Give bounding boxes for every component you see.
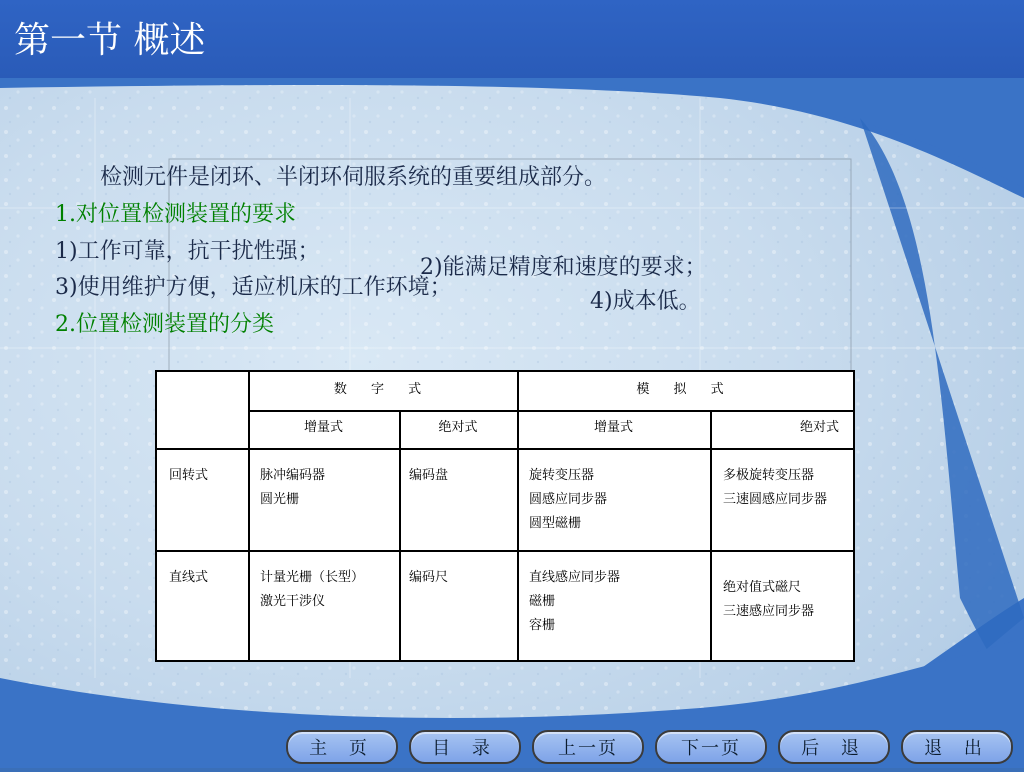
next-page-button[interactable]: 下一页 (655, 730, 767, 764)
cell-linear-ana-inc-3: 容栅 (529, 618, 556, 633)
header-digital: 数 字 式 (333, 382, 432, 397)
subheader-digital-incremental: 增量式 (303, 420, 343, 435)
cell-linear-ana-abs-1: 绝对值式磁尺 (723, 580, 802, 595)
slide-nav (286, 730, 1010, 762)
toc-button[interactable]: 目 录 (409, 730, 521, 764)
cell-rotary-ana-inc-3: 圆型磁栅 (529, 516, 582, 531)
table-hline (157, 448, 853, 450)
req-4: 4)成本低。 (590, 289, 701, 314)
row-label-linear: 直线式 (169, 570, 209, 585)
row-label-rotary: 回转式 (169, 468, 209, 483)
slide-title: 第一节 概述 (14, 20, 206, 61)
intro-line: 检测元件是闭环、半闭环伺服系统的重要组成部分。 (100, 165, 607, 190)
exit-button[interactable]: 退 出 (901, 730, 1013, 764)
subheader-analog-incremental: 增量式 (593, 420, 633, 435)
header-analog: 模 拟 式 (636, 382, 734, 397)
table-hline (248, 410, 853, 412)
slide-header (0, 0, 1024, 78)
heading-classification: 2.位置检测装置的分类 (55, 312, 274, 337)
back-button[interactable]: 后 退 (778, 730, 890, 764)
home-button[interactable]: 主 页 (286, 730, 398, 764)
cell-rotary-ana-inc-1: 旋转变压器 (529, 468, 595, 483)
req-2: 2)能满足精度和速度的要求； (420, 255, 707, 280)
cell-linear-ana-inc-2: 磁栅 (529, 594, 556, 609)
req-3: 3)使用维护方便，适应机床的工作环境； (55, 275, 452, 300)
cell-rotary-ana-abs-2: 三速圆感应同步器 (723, 492, 828, 507)
cell-rotary-dig-abs-1: 编码盘 (409, 468, 449, 483)
cell-linear-dig-inc-1: 计量光栅（长型） (260, 570, 365, 585)
req-1: 1)工作可靠，抗干扰性强； (55, 239, 320, 264)
cell-rotary-ana-inc-2: 圆感应同步器 (529, 492, 608, 507)
cell-linear-ana-inc-1: 直线感应同步器 (529, 570, 621, 585)
cell-linear-dig-abs-1: 编码尺 (409, 570, 449, 585)
prev-page-button[interactable]: 上一页 (532, 730, 644, 764)
subheader-digital-absolute: 绝对式 (438, 420, 478, 435)
cell-linear-ana-abs-2: 三速感应同步器 (723, 604, 815, 619)
cell-linear-dig-inc-2: 激光干涉仪 (260, 594, 326, 609)
subheader-analog-absolute: 绝对式 (799, 420, 839, 435)
table-hline (157, 550, 853, 552)
classification-table (155, 370, 855, 662)
cell-rotary-dig-inc-2: 圆光栅 (260, 492, 300, 507)
cell-rotary-dig-inc-1: 脉冲编码器 (260, 468, 326, 483)
cell-rotary-ana-abs-1: 多极旋转变压器 (723, 468, 815, 483)
heading-requirements: 1.对位置检测装置的要求 (55, 202, 296, 227)
